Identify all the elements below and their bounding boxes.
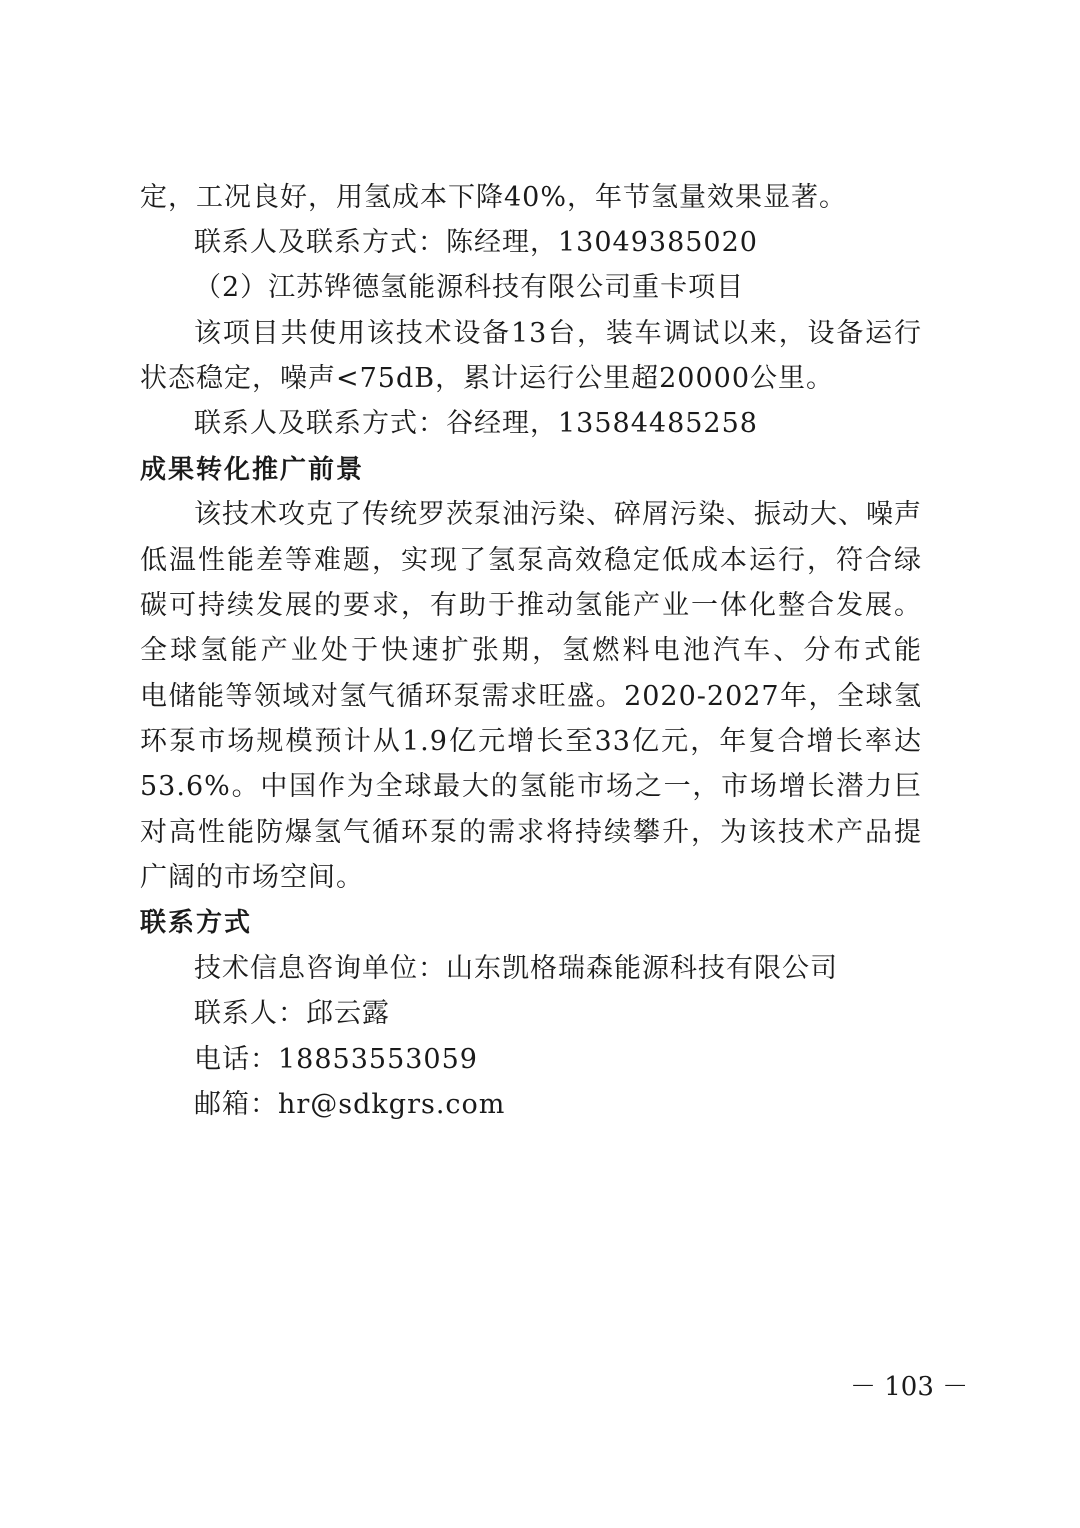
paragraph-line: 低温性能差等难题，实现了氢泵高效稳定低成本运行，符合绿 bbox=[140, 545, 922, 576]
paragraph-line: 对高性能防爆氢气循环泵的需求将持续攀升，为该技术产品提 bbox=[140, 817, 922, 848]
section-heading-contact: 联系方式 bbox=[140, 908, 253, 938]
paragraph-line: 电储能等领域对氢气循环泵需求旺盛。2020-2027年，全球氢 bbox=[140, 681, 922, 712]
page-number: － 103 － bbox=[850, 1372, 969, 1402]
paragraph-line: 环泵市场规模预计从1.9亿元增长至33亿元，年复合增长率达 bbox=[140, 726, 922, 757]
paragraph-line: 碳可持续发展的要求，有助于推动氢能产业一体化整合发展。 bbox=[140, 590, 922, 621]
contact-phone: 电话：18853553059 bbox=[194, 1044, 478, 1075]
contact-person: 联系人：邱云露 bbox=[194, 998, 390, 1029]
body-line: 定，工况良好，用氢成本下降40%，年节氢量效果显著。 bbox=[140, 182, 848, 213]
paragraph-line: 全球氢能产业处于快速扩张期，氢燃料电池汽车、分布式能 bbox=[140, 635, 922, 666]
contact-unit: 技术信息咨询单位：山东凯格瑞森能源科技有限公司 bbox=[194, 953, 838, 984]
contact-line-2: 联系人及联系方式：谷经理，13584485258 bbox=[194, 408, 758, 439]
paragraph-line: 该技术攻克了传统罗茨泵油污染、碎屑污染、振动大、噪声 bbox=[194, 499, 922, 530]
paragraph-line: 53.6%。中国作为全球最大的氢能市场之一，市场增长潜力巨 bbox=[140, 771, 922, 802]
contact-line-1: 联系人及联系方式：陈经理，13049385020 bbox=[194, 227, 758, 258]
contact-email: 邮箱：hr@sdkgrs.com bbox=[194, 1089, 506, 1120]
body-line: 该项目共使用该技术设备13台，装车调试以来，设备运行 bbox=[194, 318, 922, 349]
body-line: 状态稳定，噪声<75dB，累计运行公里超20000公里。 bbox=[140, 363, 834, 394]
section-heading-prospects: 成果转化推广前景 bbox=[140, 455, 365, 485]
case-title-2: （2）江苏铧德氢能源科技有限公司重卡项目 bbox=[194, 272, 745, 303]
paragraph-line: 广阔的市场空间。 bbox=[140, 862, 364, 893]
